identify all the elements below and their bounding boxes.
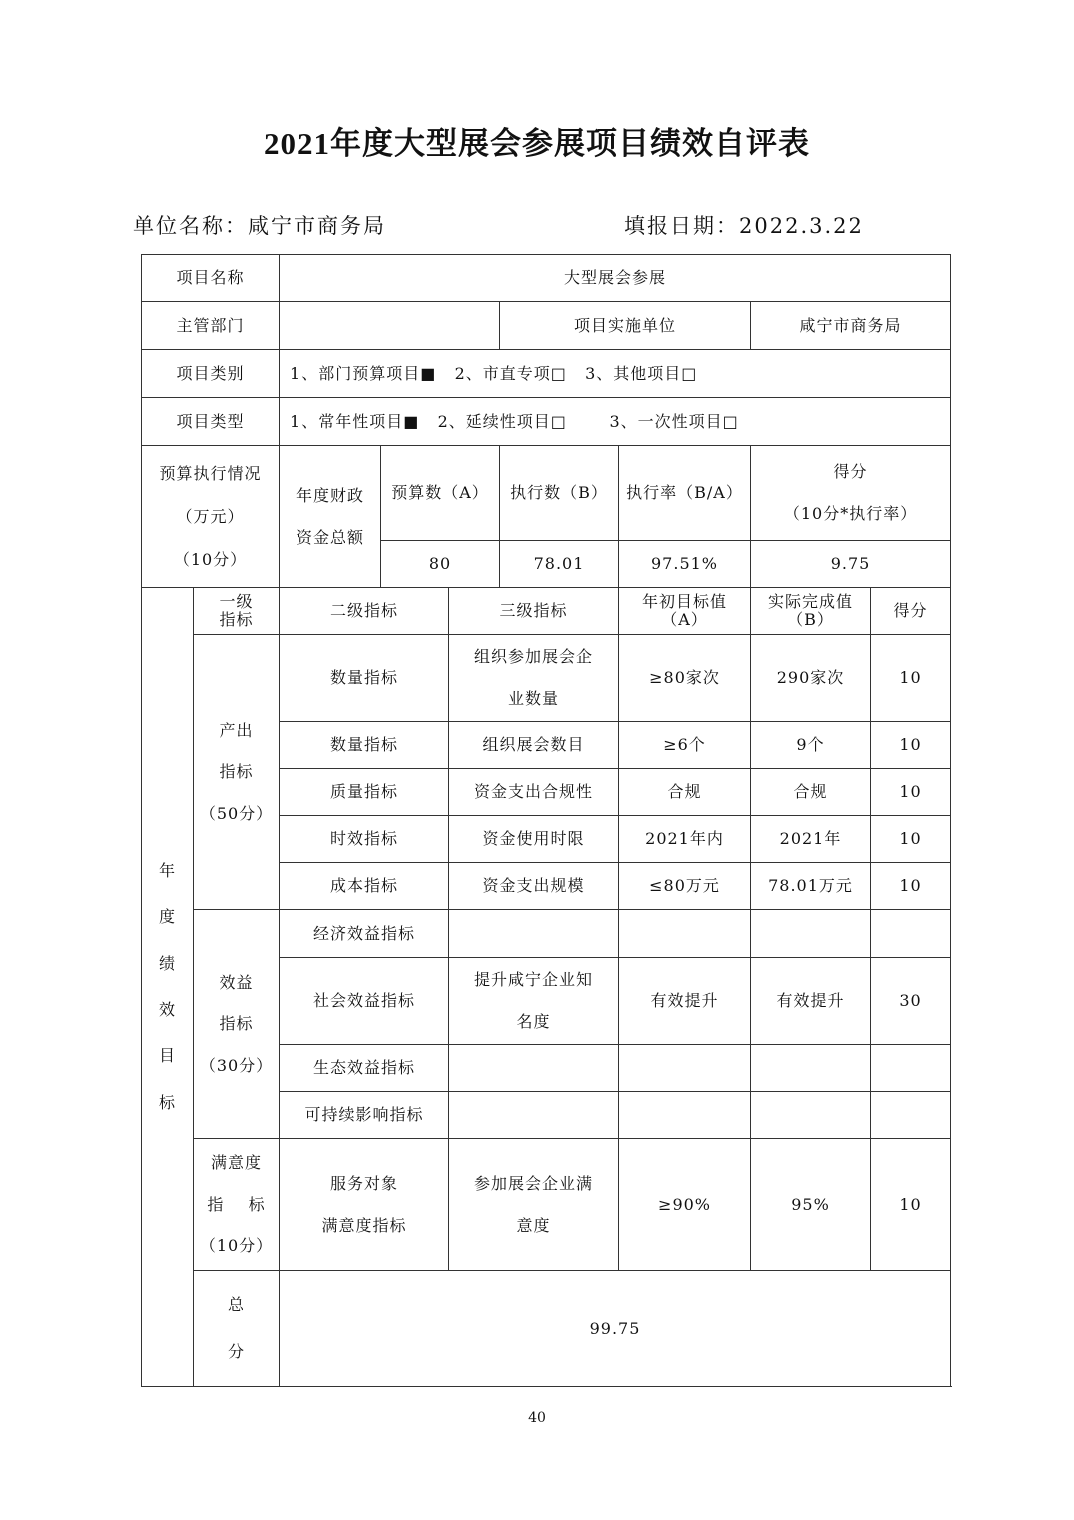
type-row [142,398,951,446]
category-label: 项目类别 [142,350,280,398]
output-level3: 资金支出规模 [449,863,619,910]
annual-fund-total: 年度财政 资金总额 [280,446,381,588]
implementing-unit-value: 咸宁市商务局 [751,302,951,350]
goals-side-label: 年 度 绩 效 目 标 [142,588,194,1387]
level1-head: 一级 指标 [194,588,280,635]
social-benefit: 社会效益指标 [280,958,449,1045]
output-score: 10 [871,722,951,769]
social-target: 有效提升 [619,958,751,1045]
output-label: 产出 指标 （50分） [194,635,280,910]
rate-head: 执行率（B/A） [619,446,751,541]
benefit-label: 效益 指标 （30分） [194,910,280,1139]
output-level3: 组织展会数目 [449,722,619,769]
implementing-unit-label: 项目实施单位 [500,302,751,350]
satisfaction-label: 满意度 指 标 （10分） [194,1139,280,1271]
budget-value: 80 [381,541,500,588]
output-level2: 质量指标 [280,769,449,816]
output-score: 10 [871,635,951,722]
total-row [142,1271,951,1387]
output-score: 10 [871,816,951,863]
exec-value: 78.01 [500,541,619,588]
output-score: 10 [871,769,951,816]
output-actual: 2021年 [751,816,871,863]
total-value: 99.75 [280,1271,951,1387]
social-actual: 有效提升 [751,958,871,1045]
unit-name: 单位名称：咸宁市商务局 [133,214,386,238]
document-title: 2021年度大型展会参展项目绩效自评表 [264,126,810,161]
output-level3: 资金支出合规性 [449,769,619,816]
output-level2: 成本指标 [280,863,449,910]
output-level3: 资金使用时限 [449,816,619,863]
satisfaction-row [142,1139,951,1271]
output-row-1 [142,635,951,722]
benefit-row-economic [142,910,951,958]
output-level2: 数量指标 [280,635,449,722]
output-actual: 合规 [751,769,871,816]
budget-score-value: 9.75 [751,541,951,588]
page-number: 40 [528,1410,546,1426]
category-value: 1、部门预算项目■ 2、市直专项□ 3、其他项目□ [280,350,951,398]
budget-header-row [142,446,951,541]
fill-date: 填报日期：2022.3.22 [624,214,864,238]
department-label: 主管部门 [142,302,280,350]
output-target: ≤80万元 [619,863,751,910]
budget-label: 预算执行情况 （万元） （10分） [142,446,280,588]
level3-head: 三级指标 [449,588,619,635]
output-target: ≥6个 [619,722,751,769]
category-row [142,350,951,398]
output-level3: 组织参加展会企 业数量 [449,635,619,722]
target-head: 年初目标值 （A） [619,588,751,635]
department-value [280,302,500,350]
rate-value: 97.51% [619,541,751,588]
type-label: 项目类型 [142,398,280,446]
project-name-label: 项目名称 [142,255,280,302]
level2-head: 二级指标 [280,588,449,635]
output-actual: 78.01万元 [751,863,871,910]
social-level3: 提升咸宁企业知 名度 [449,958,619,1045]
project-name-value: 大型展会参展 [280,255,951,302]
evaluation-table [141,254,951,1387]
satisfaction-level2: 服务对象 满意度指标 [280,1139,449,1271]
department-row [142,302,951,350]
sustainable-impact: 可持续影响指标 [280,1092,449,1139]
type-value: 1、常年性项目■ 2、延续性项目□ 3、一次性项目□ [280,398,951,446]
exec-head: 执行数（B） [500,446,619,541]
satisfaction-actual: 95% [751,1139,871,1271]
satisfaction-score: 10 [871,1139,951,1271]
output-actual: 9个 [751,722,871,769]
output-score: 10 [871,863,951,910]
ecological-benefit: 生态效益指标 [280,1045,449,1092]
satisfaction-target: ≥90% [619,1139,751,1271]
output-target: 2021年内 [619,816,751,863]
goal-score-head: 得分 [871,588,951,635]
economic-benefit: 经济效益指标 [280,910,449,958]
project-name-row [142,255,951,302]
output-level2: 时效指标 [280,816,449,863]
output-target: ≥80家次 [619,635,751,722]
goals-header-row [142,588,951,635]
satisfaction-level3: 参加展会企业满 意度 [449,1139,619,1271]
social-score: 30 [871,958,951,1045]
budget-head: 预算数（A） [381,446,500,541]
output-actual: 290家次 [751,635,871,722]
score-head: 得分 （10分*执行率） [751,446,951,541]
output-level2: 数量指标 [280,722,449,769]
actual-head: 实际完成值 （B） [751,588,871,635]
total-label: 总 分 [194,1271,280,1387]
output-target: 合规 [619,769,751,816]
